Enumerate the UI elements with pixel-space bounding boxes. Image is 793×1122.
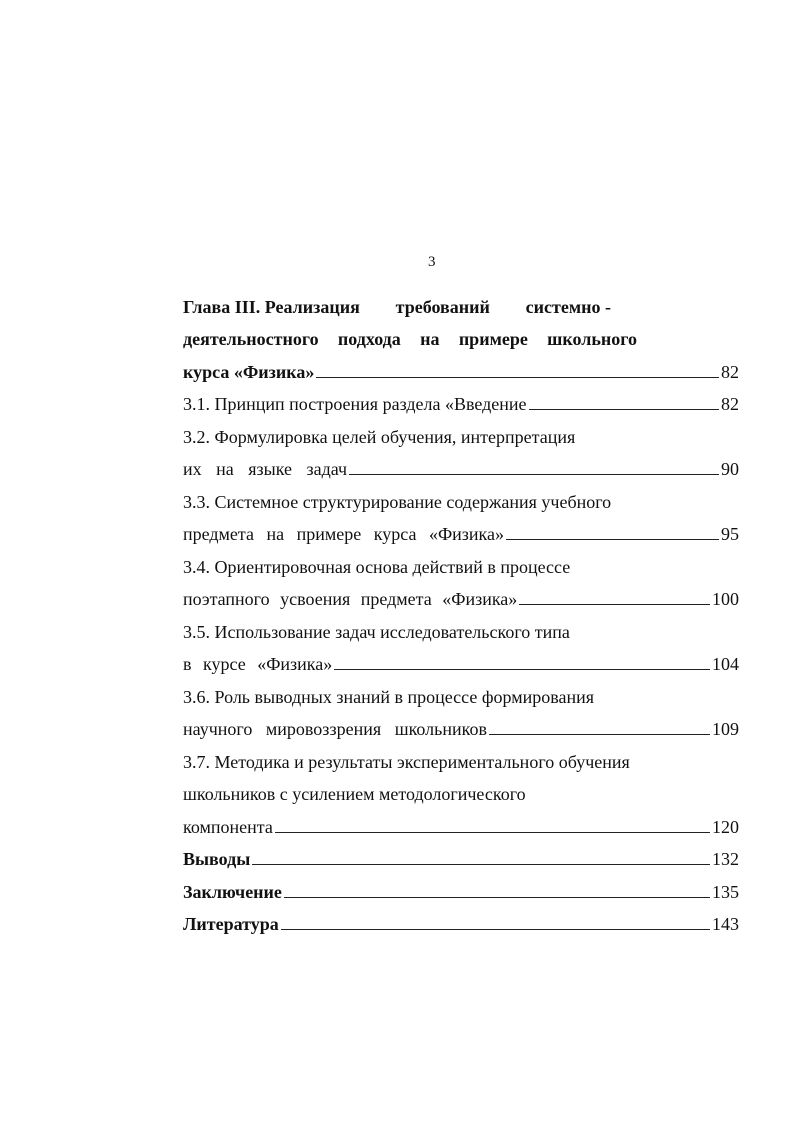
dot-leader (489, 734, 710, 735)
dot-leader (349, 474, 719, 475)
toc-entry-conclusions (183, 836, 739, 869)
entry-title: школьников с усилением методологического (183, 784, 526, 804)
entry-title: компонента (183, 816, 273, 837)
dot-leader (506, 539, 719, 540)
entry-page-number: 95 (721, 524, 739, 544)
dot-leader (252, 864, 710, 865)
toc-entry-3-4-line-2 (183, 576, 739, 609)
entry-title: поэтапного усвоения предмета «Физика» (183, 589, 518, 609)
entry-page-number: 132 (712, 849, 739, 869)
chapter-title-word: деятельностного (183, 329, 319, 349)
chapter-title-word: примере (458, 329, 528, 349)
entry-page-number: 109 (712, 719, 739, 739)
entry-title: предмета на примере курса «Физика» (183, 524, 505, 544)
toc-entry-3-3-line-2 (183, 511, 739, 544)
dot-leader (281, 929, 710, 930)
toc-entry-3-3-line-1 (183, 478, 739, 511)
chapter-title-text: курса «Физика» (183, 361, 315, 382)
toc-entry-3-6-line-1 (183, 673, 739, 706)
chapter-title-word: требований (395, 296, 490, 317)
chapter-title-line-1 (183, 283, 611, 316)
toc-entry-3-7-line-3 (183, 803, 739, 836)
toc-entry-summary (183, 868, 739, 901)
toc-entry-literature (183, 901, 739, 934)
entry-title: Заключение (183, 881, 282, 902)
entry-title: Выводы (183, 849, 251, 869)
toc-entry-3-5-line-1 (183, 608, 739, 641)
toc-entry-3-2-line-2 (183, 446, 739, 479)
entry-page-number: 120 (712, 816, 739, 837)
chapter-title-word: системно - (525, 296, 611, 317)
entry-title: 3.6. Роль выводных знаний в процессе формирования (183, 686, 595, 707)
toc-entry-3-7-line-2 (183, 771, 739, 804)
chapter-page-number: 82 (721, 361, 739, 382)
chapter-title-line-2 (183, 316, 637, 349)
dot-leader (519, 604, 710, 605)
entry-title: 3.5. Использование задач исследовательского типа (183, 621, 570, 642)
dot-leader (275, 832, 710, 833)
entry-title: их на языке задач (183, 459, 348, 479)
entry-page-number: 90 (721, 459, 739, 479)
table-of-contents (183, 283, 739, 933)
entry-title: научного мировоззрения школьников (183, 719, 487, 739)
toc-entry-3-4-line-1 (183, 543, 739, 576)
entry-page-number: 100 (712, 589, 739, 609)
chapter-title-word: подхода (337, 329, 401, 349)
chapter-title-word: на (420, 329, 440, 349)
entry-page-number: 104 (712, 654, 739, 674)
toc-entry-3-1 (183, 381, 739, 414)
entry-title: в курсе «Физика» (183, 654, 333, 674)
entry-page-number: 82 (721, 394, 739, 414)
toc-entry-3-2-line-1 (183, 413, 739, 446)
toc-entry-3-6-line-2 (183, 706, 739, 739)
toc-entry-3-5-line-2 (183, 641, 739, 674)
chapter-title-word: Глава III. Реализация (183, 296, 360, 317)
dot-leader (284, 897, 710, 898)
entry-page-number: 135 (712, 881, 739, 902)
page-number: 3 (428, 254, 436, 270)
entry-title: Литература (183, 914, 279, 934)
dot-leader (529, 409, 719, 410)
dot-leader (316, 377, 719, 378)
entry-title: 3.2. Формулировка целей обучения, интерпретация (183, 426, 576, 447)
entry-title: 3.1. Принцип построения раздела «Введение (183, 394, 527, 414)
entry-page-number: 143 (712, 914, 739, 934)
toc-entry-3-7-line-1 (183, 738, 739, 771)
entry-title: 3.3. Системное структурирование содержания учебного (183, 491, 612, 512)
dot-leader (334, 669, 710, 670)
entry-title: 3.4. Ориентировочная основа действий в процессе (183, 556, 571, 577)
entry-title: 3.7. Методика и результаты экспериментального обучения (183, 751, 630, 772)
chapter-title-word: школьного (547, 329, 637, 349)
chapter-title-line-3 (183, 348, 739, 381)
